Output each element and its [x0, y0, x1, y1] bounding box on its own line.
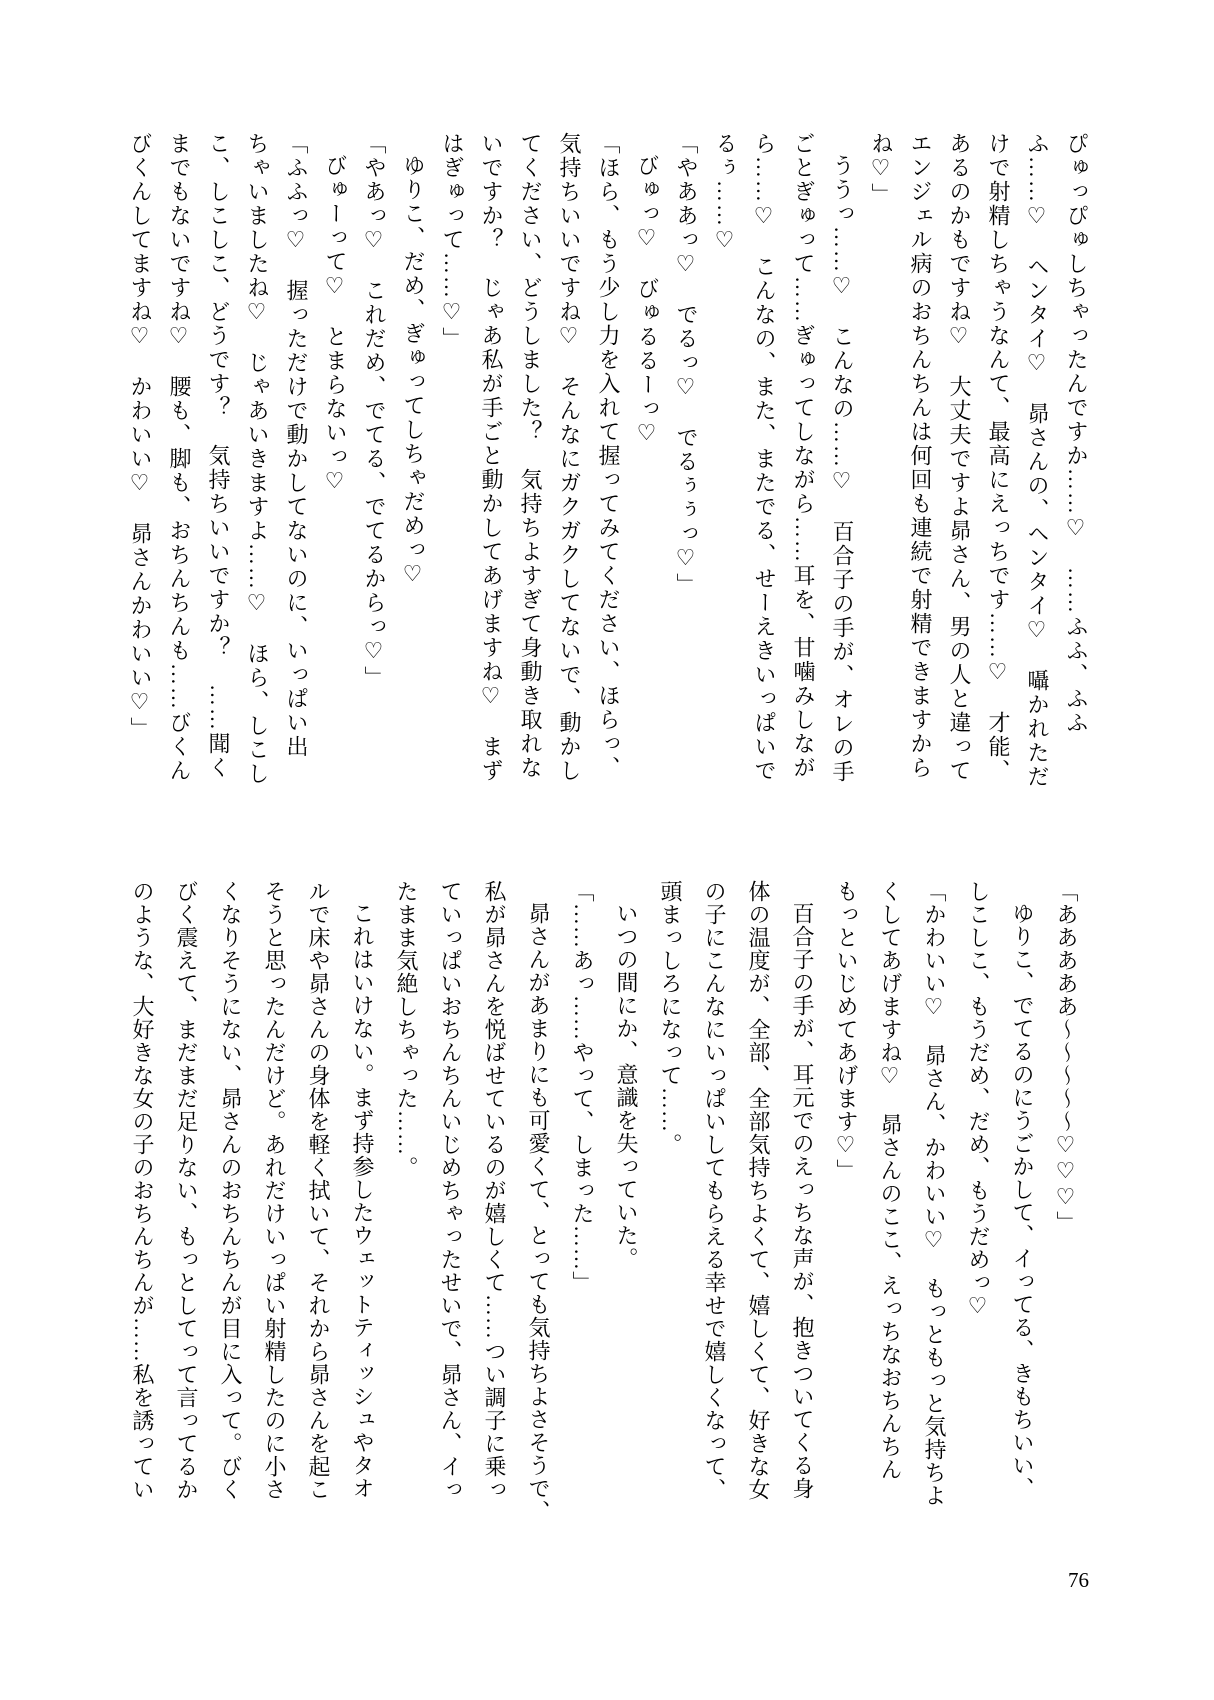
text-column: ら……♡ こんなの、また、またでる、せーえきいっぱいで: [752, 132, 777, 783]
text-column: くしてあげますね♡ 昴さんのここ、えっちなおちんちん: [878, 880, 903, 1481]
text-column: ぴゅっぴゅしちゃったんですか……♡ ……ふふ、ふふ: [1064, 132, 1089, 735]
text-column: 昴さんがあまりにも可愛くて、とっても気持ちよさそうで、: [526, 902, 551, 1523]
text-column: 「やああっ♡ でるっ♡ でるぅぅっ♡」: [674, 132, 699, 597]
text-column: たまま気絶しちゃった……。: [394, 880, 419, 1179]
text-column: はぎゅって……♡」: [440, 132, 465, 351]
text-column: ゆりこ、でてるのにうごかして、イってる、きもちいい、: [1010, 902, 1035, 1500]
text-column: ごとぎゅって……ぎゅってしながら……耳を、甘噛みしなが: [791, 132, 816, 780]
bottom-text-block: [118, 880, 1088, 1548]
text-column: こ、しこしこ、どうです？ 気持ちいいですか？ ……聞く: [206, 132, 231, 780]
text-column: るぅ……♡: [713, 132, 738, 255]
page-number: 76: [1068, 1568, 1089, 1592]
text-column: ちゃいましたね♡ じゃあいきますよ……♡ ほら、しこし: [245, 132, 270, 786]
text-column: のような、大好きな女の子のおちんちんが……私を誘ってい: [130, 880, 155, 1501]
text-column: ううっ……♡ こんなの……♡ 百合子の手が、オレの手: [830, 154, 855, 784]
text-column: てください、どうしました？ 気持ちよすぎて身動き取れな: [518, 132, 543, 780]
text-column: ていっぱいおちんちんいじめちゃったせいで、昴さん、イっ: [438, 880, 463, 1501]
text-column: いつの間にか、意識を失っていた。: [614, 902, 639, 1270]
text-column: びく震えて、まだまだ足りない、もっとしてって言ってるか: [174, 880, 199, 1501]
text-column: いですか？ じゃあ私が手ごと動かしてあげますね♡ まず: [479, 132, 504, 783]
text-column: けで射精しちゃうなんて、最高にえっちです……♡ 才能、: [986, 132, 1011, 783]
text-column: ね♡」: [869, 132, 894, 207]
text-column: しこしこ、もうだめ、だめ、もうだめっ♡: [966, 880, 991, 1320]
text-column: ふ……♡ ヘンタイ♡ 昴さんの、ヘンタイ♡ 囁かれただ: [1025, 132, 1050, 789]
text-column: 「あああああ〜〜〜〜〜♡♡♡」: [1054, 880, 1079, 1234]
text-column: ルで床や昴さんの身体を軽く拭いて、それから昴さんを起こ: [306, 880, 331, 1501]
text-column: 私が昴さんを悦ばせているのが嬉しくて……つい調子に乗っ: [482, 880, 507, 1501]
text-column: あるのかもですね♡ 大丈夫ですよ昴さん、男の人と違って: [947, 132, 972, 783]
text-column: びゅーって♡ とまらないっ♡: [323, 154, 348, 496]
text-column: ゆりこ、だめ、ぎゅってしちゃだめっ♡: [401, 154, 426, 589]
text-column: の子にこんなにいっぱいしてもらえる幸せで嬉しくなって、: [702, 880, 727, 1501]
text-column: 「ふふっ♡ 握っただけで動かしてないのに、いっぱい出: [284, 132, 309, 759]
text-column: 体の温度が、全部、全部気持ちよくて、嬉しくて、好きな女: [746, 880, 771, 1501]
text-column: 百合子の手が、耳元でのえっちな声が、抱きついてくる身: [790, 902, 815, 1500]
text-column: びゅっ♡ びゅるるーっ♡: [635, 154, 660, 448]
text-column: 「ほら、もう少し力を入れて握ってみてください、ほらっ、: [596, 132, 621, 780]
top-text-block: [112, 132, 1096, 797]
text-column: もっといじめてあげます♡」: [834, 880, 859, 1182]
text-column: そうと思ったんだけど。あれだけいっぱい射精したのに小さ: [262, 880, 287, 1501]
text-column: 「……あっ……やって、しまった……」: [570, 880, 595, 1294]
text-column: 「やあっ♡ これだめ、でてる、でてるからっ♡」: [362, 132, 387, 690]
text-column: 気持ちいいですね♡ そんなにガクガクしてないで、動かし: [557, 132, 582, 783]
text-column: までもないですね♡ 腰も、脚も、おちんちんも……びくん: [167, 132, 192, 783]
text-column: 頭まっしろになって……。: [658, 880, 683, 1156]
text-column: 「かわいい♡ 昴さん、かわいい♡ もっともっと気持ちよ: [922, 880, 947, 1507]
text-column: くなりそうにない、昴さんのおちんちんが目に入って。びく: [218, 880, 243, 1501]
text-column: これはいけない。まず持参したウェットティッシュやタオ: [350, 902, 375, 1500]
text-column: エンジェル病のおちんちんは何回も連続で射精できますから: [908, 132, 933, 780]
text-column: びくんしてますね♡ かわいい♡ 昴さんかわいい♡」: [128, 132, 153, 741]
